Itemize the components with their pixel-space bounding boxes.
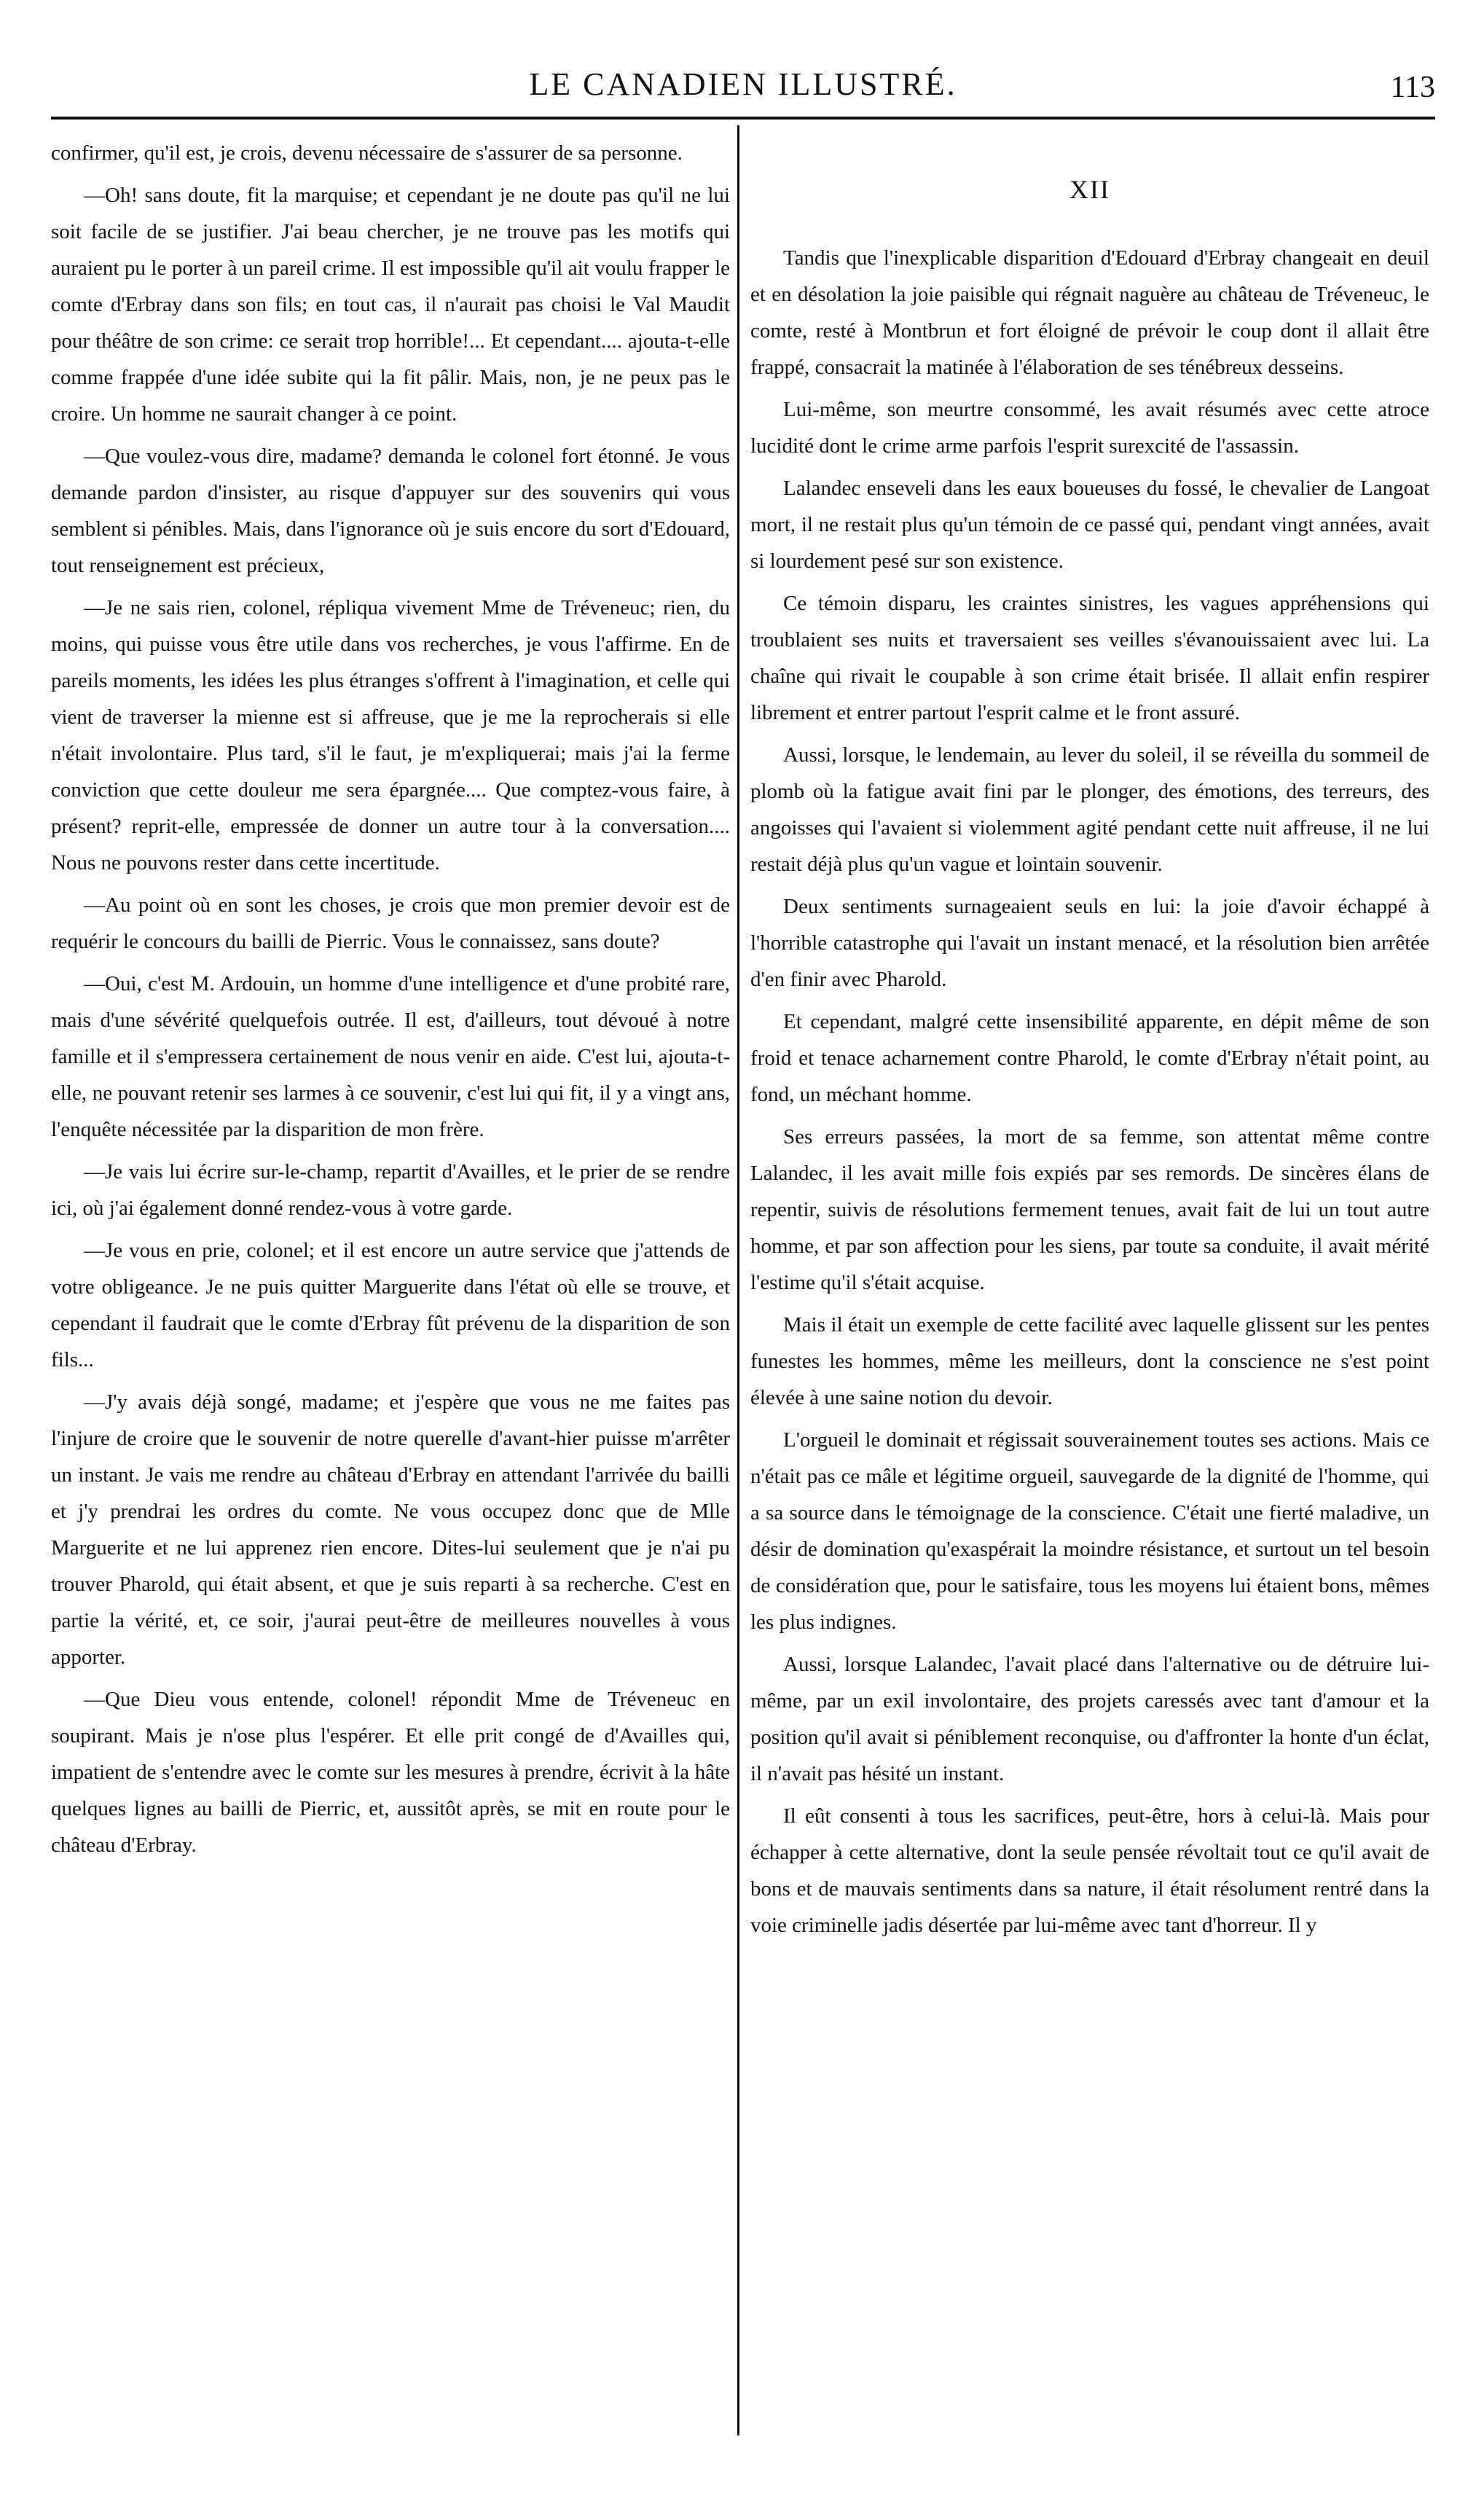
column-divider	[737, 125, 739, 2435]
paragraph: —Je ne sais rien, colonel, répliqua vivement Mme de Tréveneuc; rien, du moins, qui puisse vous être utile dans vos recherches, je vous l'affirme. En de pareils moments, les idées les plus étranges s'offrent à l'imagination, et celle qui vient de traverser la mienne est si affreuse, que je me la reprocherais si elle n'était involontaire. Plus tard, s'il le faut, je m'expliquerai; mais j'ai la ferme conviction que cette douleur me sera épargnée.... Que comptez-vous faire, à présent? reprit-elle, empressée de donner un autre tour à la conversation.... Nous ne pouvons rester dans cette incertitude.	[51, 596, 730, 874]
paragraph: —J'y avais déjà songé, madame; et j'espère que vous ne me faites pas l'injure de croire que le souvenir de notre querelle d'avant-hier puisse m'arrêter un instant. Je vais me rendre au château d'Erbray en attendant l'arrivée du bailli et j'y prendrai les ordres du comte. Ne vous occupez donc que de Mlle Marguerite et ne lui apprenez rien encore. Dites-lui seulement que je n'ai pu trouver Pharold, qui était absent, et que je suis reparti à sa recherche. C'est en partie la vérité, et, ce soir, j'aurai peut-être de meilleures nouvelles à vous apporter.	[51, 1390, 730, 1669]
paragraph: Tandis que l'inexplicable disparition d'Edouard d'Erbray changeait en deuil et en désolation la joie paisible qui régnait naguère au château de Tréveneuc, le comte, resté à Montbrun et fort éloigné de prévoir le coup dont il allait être frappé, consacrait la matinée à l'élaboration de ses ténébreux desseins.	[750, 246, 1429, 379]
paragraph: confirmer, qu'il est, je crois, devenu nécessaire de s'assurer de sa personne.	[51, 141, 683, 165]
left-column	[51, 135, 730, 1869]
chapter-heading: XII	[1069, 175, 1110, 204]
paragraph: Et cependant, malgré cette insensibilité apparente, en dépit même de son froid et tenace acharnement contre Pharold, le comte d'Erbray n'était point, au fond, un méchant homme.	[750, 1010, 1429, 1106]
paragraph: Ce témoin disparu, les craintes sinistres, les vagues appréhensions qui troublaient ses nuits et traversaient ses veilles s'évanouissaient avec lui. La chaîne qui rivait le coupable à son crime était brisée. Il allait enfin respirer librement et entrer partout l'esprit calme et le front assuré.	[750, 592, 1429, 724]
paragraph: Il eût consenti à tous les sacrifices, peut-être, hors à celui-là. Mais pour échapper à cette alternative, dont la seule pensée révoltait tout ce qu'il avait de bons et de mauvais sentiments dans sa nature, il était résolument rentré dans la voie criminelle jadis désertée par lui-même avec tant d'horreur. Il y	[750, 1804, 1429, 1937]
paragraph: Aussi, lorsque Lalandec, l'avait placé dans l'alternative ou de détruire lui-même, par un exil involontaire, des projets caressés avec tant d'amour et la position qu'il avait si péniblement reconquise, ou d'affronter la honte d'un éclat, il n'avait pas hésité un instant.	[750, 1653, 1429, 1785]
paragraph: L'orgueil le dominait et régissait souverainement toutes ses actions. Mais ce n'était pas ce mâle et légitime orgueil, sauvegarde de la dignité de l'homme, qui a sa source dans le témoignage de la conscience. C'était une fierté maladive, un désir de domination qu'exaspérait la moindre résistance, et surtout un tel besoin de considération que, pour le satisfaire, tous les moyens lui étaient bons, mêmes les plus indignes.	[750, 1428, 1429, 1634]
paragraph: —Oh! sans doute, fit la marquise; et cependant je ne doute pas qu'il ne lui soit facile de se justifier. J'ai beau chercher, je ne trouve pas les motifs qui auraient pu le porter à un pareil crime. Il est impossible qu'il ait voulu frapper le comte d'Erbray dans son fils; en tout cas, il n'aurait pas choisi le Val Maudit pour théâtre de son crime: ce serait trop horrible!... Et cependant.... ajouta-t-elle comme frappée d'une idée subite qui la fit pâlir. Mais, non, je ne peux pas le croire. Un homme ne saurait changer à ce point.	[51, 184, 730, 426]
paragraph: Deux sentiments surnageaient seuls en lui: la joie d'avoir échappé à l'horrible catastrophe qui l'avait un instant menacé, et la résolution bien arrêtée d'en finir avec Pharold.	[750, 895, 1429, 991]
paragraph: Ses erreurs passées, la mort de sa femme, son attentat même contre Lalandec, il les avait mille fois expiés par ses remords. De sincères élans de repentir, suivis de résolutions fermement tenues, avait fait de lui un tout autre homme, et par son affection pour les siens, par toute sa conduite, il avait mérité l'estime qu'il s'était acquise.	[750, 1125, 1429, 1294]
paragraph: —Je vous en prie, colonel; et il est encore un autre service que j'attends de votre obligeance. Je ne puis quitter Marguerite dans l'état où elle se trouve, et cependant il faudrait que le comte d'Erbray fût prévenu de la disparition de son fils...	[51, 1239, 730, 1371]
paragraph: —Que voulez-vous dire, madame? demanda le colonel fort étonné. Je vous demande pardon d'insister, au risque d'appuyer sur des souvenirs qui vous semblent si pénibles. Mais, dans l'ignorance où je suis encore du sort d'Edouard, tout renseignement est précieux,	[51, 445, 730, 577]
paragraph: Mais il était un exemple de cette facilité avec laquelle glissent sur les pentes funestes les hommes, même les meilleurs, dont la conscience ne s'est point élevée à une saine notion du devoir.	[750, 1313, 1429, 1409]
paragraph: Lalandec enseveli dans les eaux boueuses du fossé, le chevalier de Langoat mort, il ne restait plus qu'un témoin de ce passé qui, pendant vingt années, avait si lourdement pesé sur son existence.	[750, 477, 1429, 573]
running-title: LE CANADIEN ILLUSTRÉ.	[529, 66, 957, 102]
paragraph: Lui-même, son meurtre consommé, les avait résumés avec cette atroce lucidité dont le crime arme parfois l'esprit surexcité de l'assassin.	[750, 398, 1429, 458]
page-header	[51, 66, 1435, 117]
paragraph: —Au point où en sont les choses, je crois que mon premier devoir est de requérir le concours du bailli de Pierric. Vous le connaissez, sans doute?	[51, 893, 730, 953]
paragraph: —Je vais lui écrire sur-le-champ, repartit d'Availles, et le prier de se rendre ici, où j'ai également donné rendez-vous à votre garde.	[51, 1160, 730, 1220]
paragraph: Aussi, lorsque, le lendemain, au lever du soleil, il se réveilla du sommeil de plomb où la fatigue avait fini par le plonger, des émotions, des terreurs, des angoisses qui l'avaient si violemment agité pendant cette nuit affreuse, il ne lui restait déjà plus qu'un vague et lointain souvenir.	[750, 743, 1429, 876]
header-rule	[51, 117, 1435, 120]
paragraph: —Que Dieu vous entende, colonel! répondit Mme de Tréveneuc en soupirant. Mais je n'ose plus l'espérer. Et elle prit congé de d'Availles qui, impatient de s'entendre avec le comte sur les mesures à prendre, écrivit à la hâte quelques lignes au bailli de Pierric, et, aussitôt après, se mit en route pour le château d'Erbray.	[51, 1688, 730, 1857]
page-number: 113	[1390, 71, 1435, 104]
right-column	[750, 135, 1429, 1949]
paragraph: —Oui, c'est M. Ardouin, un homme d'une intelligence et d'une probité rare, mais d'une sévérité quelquefois outrée. Il est, d'ailleurs, tout dévoué à notre famille et il s'empressera certainement de nous venir en aide. C'est lui, ajouta-t-elle, ne pouvant retenir ses larmes à ce souvenir, c'est lui qui fit, il y a vingt ans, l'enquête nécessitée par la disparition de mon frère.	[51, 972, 730, 1141]
